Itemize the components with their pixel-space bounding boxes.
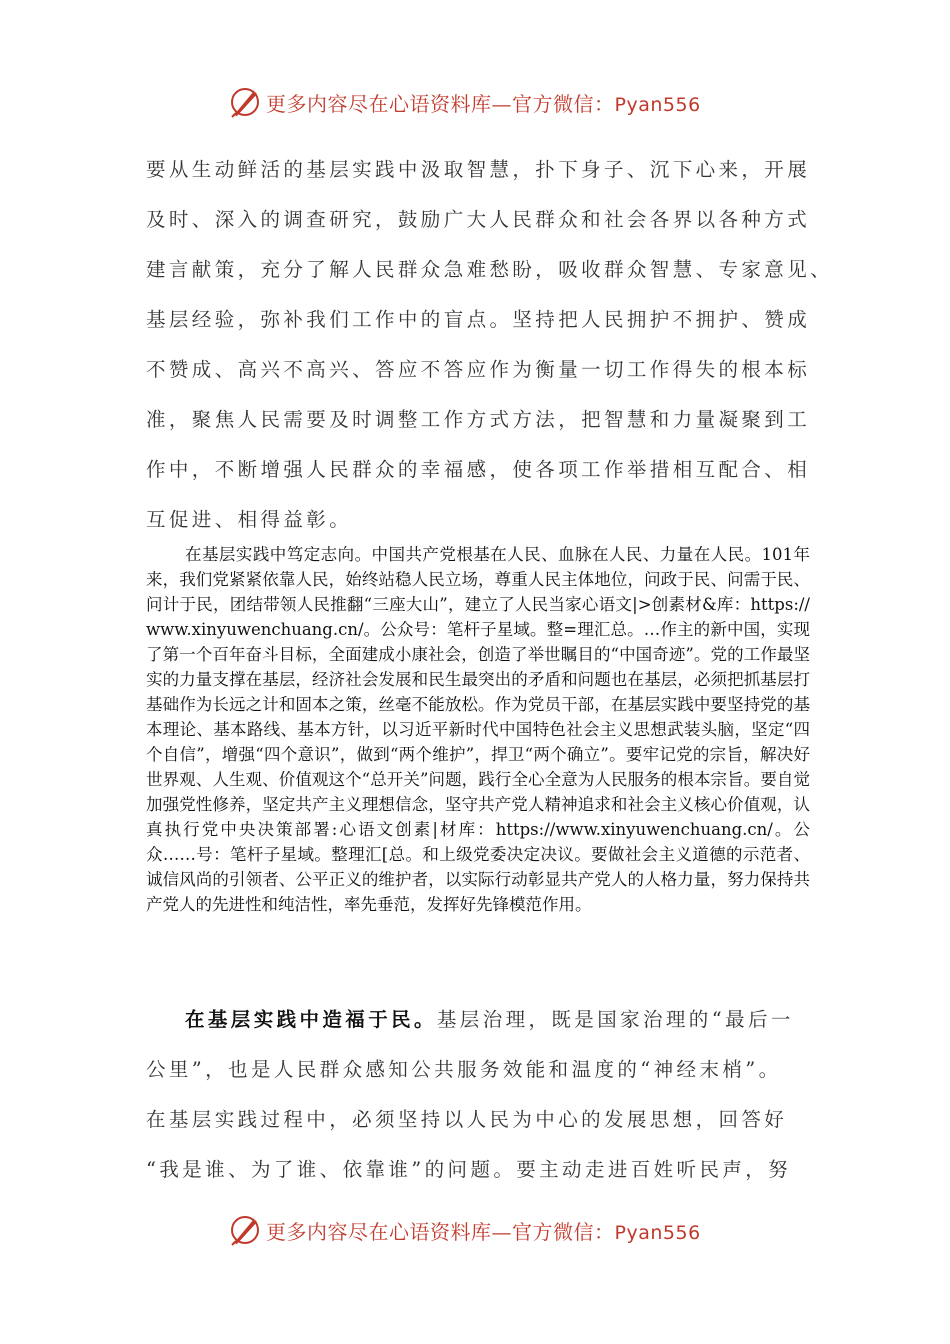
header-watermark-banner — [228, 82, 728, 122]
paragraph-3 — [146, 995, 826, 1195]
text-line: 要从生动鲜活的基层实践中汲取智慧，扑下身子、沉下心来，开展 — [146, 158, 811, 181]
text-line: 互促进、相得益彰。 — [146, 508, 353, 531]
paragraph-2: 在基层实践中笃定志向。中国共产党根基在人民、血脉在人民、力量在人民。101年来，我们党紧紧依靠人民，始终站稳人民立场，尊重人民主体地位，问政于民、问需于民、问计于民，团结带领人民推翻“三座大山”，建立了人民当家心语文|>创素材&库：https://www.xinyuwenchuang.cn/。公众号：笔杆子星域。整=理汇总。…作主的新中国，实现了第一个百年奋斗目标，全面建成小康社会，创造了举世瞩目的“中国奇迹”。党的工作最坚实的力量支撑在基层，经济社会发展和民生最突出的矛盾和问题也在基层，必须把抓基层打基础作为长远之计和固本之策，丝毫不能放松。作为党员干部，在基层实践中要坚持党的基本理论、基本路线、基本方针，以习近平新时代中国特色社会主义思想武装头脑，坚定“四个自信”，增强“四个意识”，做到“两个维护”，捍卫“两个确立”。要牢记党的宗旨，解决好世界观、人生观、价值观这个“总开关”问题，践行全心全意为人民服务的根本宗旨。要自觉加强党性修养，坚定共产主义理想信念，坚守共产党人精神追求和社会主义核心价值观，认真执行党中央决策部署:心语文创素|材库：https://www.xinyuwenchuang.cn/。公众……号：笔杆子星域。整理汇[总。和上级党委决定决议。要做社会主义道德的示范者、诚信风尚的引领者、公平正义的维护者，以实际行动彰显共产党人的人格力量，努力保持共产党人的先进性和纯洁性，率先垂范，发挥好先锋模范作用。 — [146, 545, 810, 914]
footer-watermark-banner — [228, 1210, 728, 1250]
wechat-id: Pyan556 — [614, 1221, 701, 1244]
section-heading: 在基层实践中造福于民。 — [185, 1008, 437, 1031]
wechat-id: Pyan556 — [614, 93, 701, 116]
text-line: 作中，不断增强人民群众的幸福感，使各项工作举措相互配合、相 — [146, 458, 811, 481]
text-line: 及时、深入的调查研究，鼓励广大人民群众和社会各界以各种方式 — [146, 208, 811, 231]
text-line: 建言献策，充分了解人民群众急难愁盼，吸收群众智慧、专家意见、 — [146, 258, 834, 281]
text-line: 公里”，也是人民群众感知公共服务效能和温度的“神经末梢”。 — [146, 1058, 782, 1081]
quill-pen-logo-icon — [228, 1213, 262, 1247]
text-line: 在基层实践中造福于民。基层治理，既是国家治理的“最后一 — [185, 1008, 794, 1031]
quill-pen-logo-icon — [228, 85, 262, 119]
text-line: 不赞成、高兴不高兴、答应不答应作为衡量一切工作得失的根本标 — [146, 358, 811, 381]
text-line: 准，聚焦人民需要及时调整工作方式方法，把智慧和力量凝聚到工 — [146, 408, 811, 431]
banner-text: 更多内容尽在心语资料库—官方微信：Pyan556 — [266, 1219, 701, 1244]
text-line: 基层经验，弥补我们工作中的盲点。坚持把人民拥护不拥护、赞成 — [146, 308, 811, 331]
banner-text: 更多内容尽在心语资料库—官方微信：Pyan556 — [266, 91, 701, 116]
text-line: “我是谁、为了谁、依靠谁”的问题。要主动走进百姓听民声，努 — [146, 1158, 792, 1181]
paragraph-1 — [146, 145, 834, 545]
text-line: 在基层实践过程中，必须坚持以人民为中心的发展思想，回答好 — [146, 1108, 788, 1131]
